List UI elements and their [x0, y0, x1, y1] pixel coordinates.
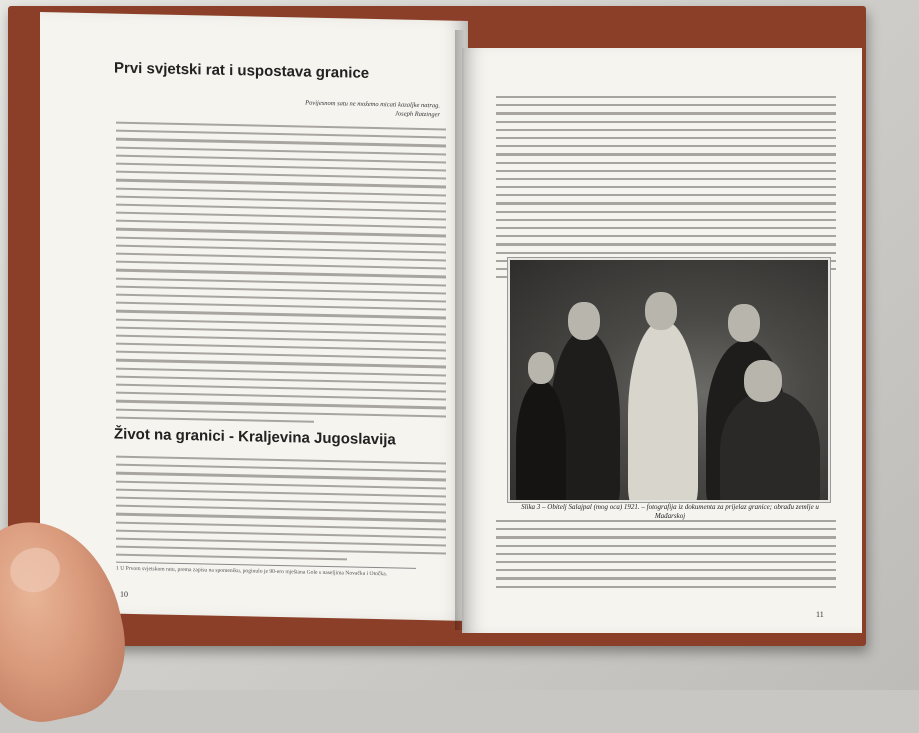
- person-figure: [720, 390, 820, 502]
- left-page: [40, 12, 468, 621]
- section-heading-2: Život na granici - Kraljevina Jugoslavija: [114, 425, 396, 449]
- body-text-block-2: [116, 456, 446, 569]
- person-face: [528, 352, 554, 384]
- epigraph-author: Joseph Ratzinger: [395, 110, 440, 119]
- person-figure: [628, 320, 698, 502]
- person-face: [744, 360, 782, 402]
- person-figure: [516, 380, 566, 502]
- family-photo: [508, 258, 830, 502]
- section-heading-1: Prvi svjetski rat i uspostava granice: [114, 59, 370, 82]
- body-text-block-4: [496, 520, 836, 594]
- photo-caption: Slika 3 – Obitelj Salajpal (mog oca) 1921. – fotografija iz dokumenta za prijelaz granice; obrađu zemlje u Mađarskoj: [521, 503, 819, 520]
- page-number-right: 11: [816, 610, 824, 619]
- page-number-left: 10: [120, 589, 128, 599]
- body-text-block-3: [496, 96, 836, 284]
- epigraph-text: Povijesnom satu ne možemo micati kazaljke natrag.: [305, 99, 440, 110]
- person-face: [568, 302, 600, 340]
- person-face: [728, 304, 760, 342]
- epigraph: [110, 95, 440, 118]
- body-text-block-1: [116, 122, 446, 432]
- book-spine-shadow: [455, 30, 469, 630]
- person-face: [645, 292, 677, 330]
- footnote: 1 U Prvom svjetskom ratu, prema zapisu na spomeniku, poginulo je 90-ero mještana Gole s naseljima Novačka i Otočka.: [116, 562, 416, 579]
